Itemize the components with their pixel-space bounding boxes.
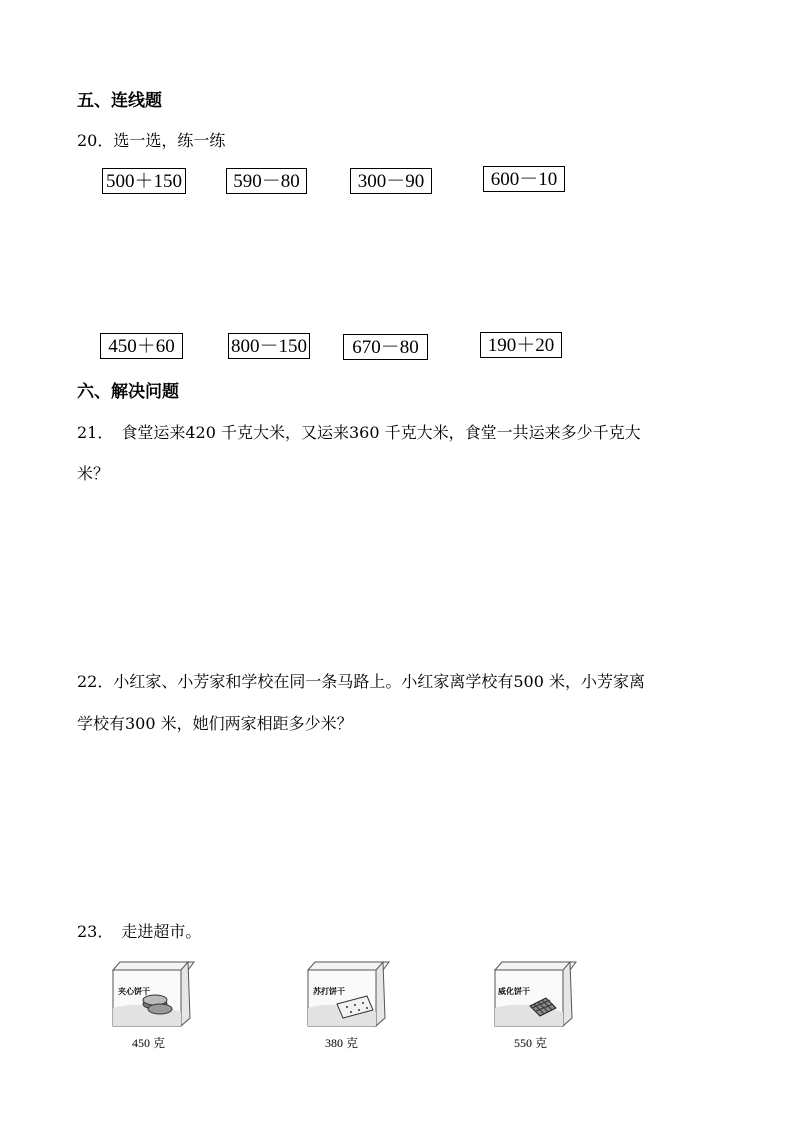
expression-box-bottom-4[interactable]: 190＋20 (480, 332, 562, 358)
product-box-soda-cracker (305, 960, 395, 1052)
question-21-line-1: 21． 食堂运来420 千克大米，又运来360 千克大米，食堂一共运来多少千克大 (77, 423, 641, 442)
expression-box-top-3[interactable]: 300－90 (350, 168, 432, 194)
product-label: 威化饼干 (498, 986, 530, 996)
product-label: 夹心饼干 (118, 986, 150, 996)
expression-box-top-1[interactable]: 500＋150 (102, 168, 186, 194)
question-20: 20．选一选，练一练 (77, 131, 226, 150)
product-label: 苏打饼干 (313, 986, 345, 996)
product-weight: 380 克 (325, 1036, 359, 1050)
product-weight: 550 克 (514, 1036, 548, 1050)
expression-box-bottom-2[interactable]: 800－150 (228, 333, 310, 359)
question-21-line-2: 米？ (77, 464, 110, 483)
expression-box-top-4[interactable]: 600－10 (483, 166, 565, 192)
expression-box-bottom-1[interactable]: 450＋60 (100, 333, 183, 359)
question-22-line-1: 22．小红家、小芳家和学校在同一条马路上。小红家离学校有500 米，小芳家离 (77, 672, 645, 691)
question-22-line-2: 学校有300 米，她们两家相距多少米？ (77, 714, 353, 733)
product-box-sandwich-biscuit (110, 960, 200, 1052)
product-weight: 450 克 (132, 1036, 166, 1050)
question-23: 23． 走进超市。 (77, 922, 202, 941)
product-box-wafer (492, 960, 582, 1052)
section-title-matching: 五、连线题 (77, 91, 162, 111)
expression-box-bottom-3[interactable]: 670－80 (343, 334, 428, 360)
section-title-problems: 六、解决问题 (77, 382, 179, 402)
expression-box-top-2[interactable]: 590－80 (226, 168, 307, 194)
